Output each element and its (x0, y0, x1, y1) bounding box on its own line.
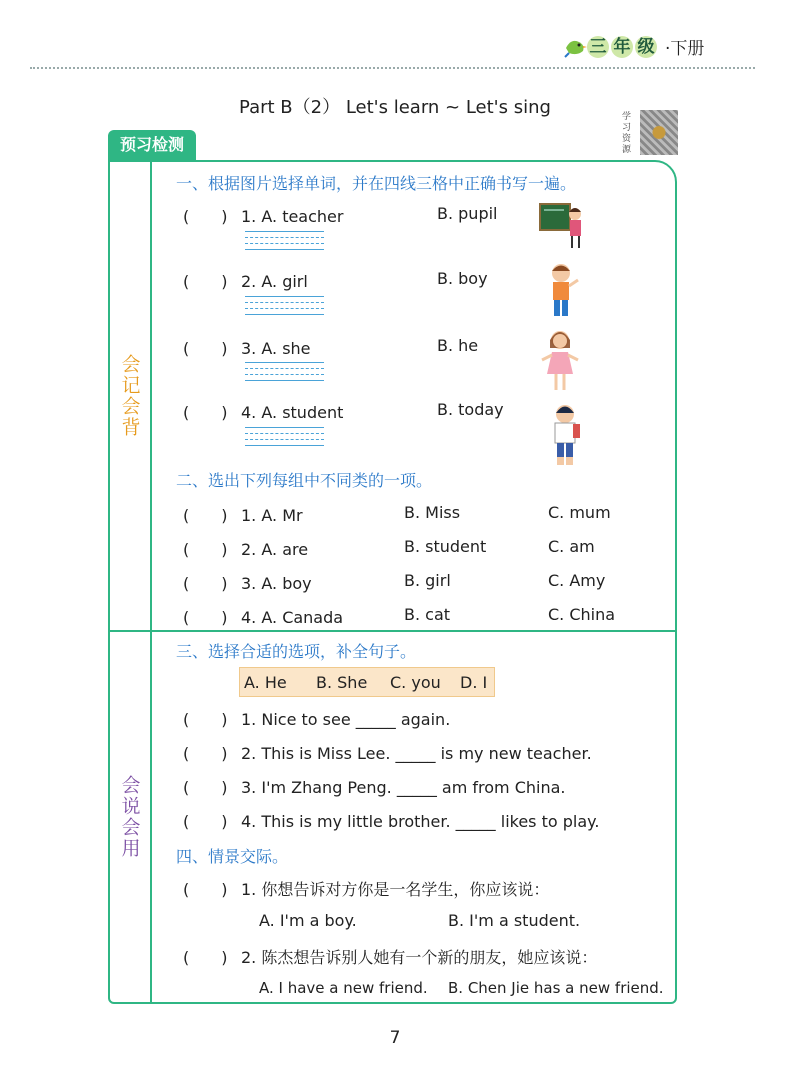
s4-item-2-b: B. Chen Jie has a new friend. (448, 979, 664, 997)
s2-item-2-c: C. am (548, 537, 595, 556)
answer-paren[interactable]: ( ) (183, 506, 228, 525)
s2-item-2 (183, 537, 308, 560)
answer-paren[interactable]: ( ) (183, 207, 228, 226)
grade-header (563, 34, 704, 59)
bird-icon (563, 36, 587, 58)
s2-item-4-a: 4. A. Canada (241, 608, 344, 627)
s2-item-3 (183, 571, 312, 594)
s4-item-2-q: 2. 陈杰想告诉别人她有一个新的朋友，她应该说： (241, 948, 598, 967)
s4-item-1-q: 1. 你想告诉对方你是一名学生，你应该说： (241, 880, 550, 899)
writing-grid[interactable] (245, 427, 324, 453)
section4-heading: 四、情景交际。 (176, 847, 289, 866)
option-a: A. He (244, 673, 287, 692)
header-divider (30, 67, 755, 69)
qr-label: 学习资源 (622, 112, 632, 155)
s1-item-2-b: B. boy (437, 269, 488, 288)
s3-item-3-text: 3. I'm Zhang Peng. _____ am from China. (241, 778, 566, 797)
s3-item-4-text: 4. This is my little brother. _____ likes to play. (241, 812, 600, 831)
s2-item-2-a: 2. A. are (241, 540, 309, 559)
writing-grid[interactable] (245, 296, 324, 322)
s1-item-3 (183, 336, 311, 359)
answer-paren[interactable]: ( ) (183, 608, 228, 627)
s3-item-1 (183, 707, 450, 730)
side-label-top (110, 162, 152, 630)
student-picture (548, 402, 584, 470)
side-label-bottom (110, 632, 152, 1002)
s4-item-2 (183, 945, 597, 968)
s1-item-4-a: 4. A. student (241, 403, 344, 422)
s2-item-1-a: 1. A. Mr (241, 506, 303, 525)
s2-item-2-b: B. student (404, 537, 487, 556)
s1-item-1 (183, 204, 343, 227)
s1-item-2-a: 2. A. girl (241, 272, 308, 291)
option-d: D. I (460, 673, 488, 692)
s4-item-1 (183, 877, 549, 900)
answer-paren[interactable]: ( ) (183, 574, 228, 593)
answer-paren[interactable]: ( ) (183, 880, 228, 899)
section2-heading: 二、选出下列每组中不同类的一项。 (176, 471, 433, 490)
option-c: C. you (390, 673, 441, 692)
s1-item-1-b: B. pupil (437, 204, 498, 223)
option-b: B. She (316, 673, 368, 692)
s3-item-2 (183, 741, 592, 764)
s2-item-1-b: B. Miss (404, 503, 461, 522)
s1-item-3-b: B. he (437, 336, 479, 355)
section1-heading: 一、根据图片选择单词，并在四线三格中正确书写一遍。 (176, 174, 577, 193)
s2-item-3-c: C. Amy (548, 571, 606, 590)
answer-paren[interactable]: ( ) (183, 272, 228, 291)
writing-grid[interactable] (245, 362, 324, 388)
answer-paren[interactable]: ( ) (183, 744, 228, 763)
page-number: 7 (389, 1028, 401, 1048)
s1-item-4-b: B. today (437, 400, 504, 419)
section-tab: 预习检测 (108, 130, 196, 160)
answer-paren[interactable]: ( ) (183, 778, 228, 797)
s3-item-2-text: 2. This is Miss Lee. _____ is my new teacher. (241, 744, 592, 763)
s2-item-3-b: B. girl (404, 571, 451, 590)
s1-item-4 (183, 400, 343, 423)
boy-picture (545, 262, 581, 320)
s1-item-3-a: 3. A. she (241, 339, 311, 358)
girl-picture (540, 328, 580, 394)
answer-paren[interactable]: ( ) (183, 710, 228, 729)
answer-paren[interactable]: ( ) (183, 948, 228, 967)
s4-item-1-a: A. I'm a boy. (259, 911, 357, 930)
grade-char: 年 (611, 36, 633, 58)
s2-item-4 (183, 605, 343, 628)
section-divider (110, 630, 677, 632)
answer-paren[interactable]: ( ) (183, 812, 228, 831)
s3-item-4 (183, 809, 599, 832)
s2-item-4-b: B. cat (404, 605, 451, 624)
s4-item-2-a: A. I have a new friend. (259, 979, 428, 997)
s2-item-3-a: 3. A. boy (241, 574, 312, 593)
qr-code[interactable] (640, 110, 678, 155)
page-title: Part B（2） Let's learn ~ Let's sing (239, 97, 551, 118)
s2-item-1-c: C. mum (548, 503, 611, 522)
s4-item-1-b: B. I'm a student. (448, 911, 581, 930)
teacher-picture (538, 200, 586, 252)
s2-item-4-c: C. China (548, 605, 616, 624)
volume-label: ·下册 (665, 39, 705, 59)
s3-item-3 (183, 775, 566, 798)
section3-heading: 三、选择合适的选项，补全句子。 (176, 642, 417, 661)
s2-item-1 (183, 503, 303, 526)
s1-item-1-a: 1. A. teacher (241, 207, 344, 226)
grade-char: 级 (635, 36, 657, 58)
writing-grid[interactable] (245, 231, 324, 257)
side-label-bottom-text: 会说会用 (118, 775, 141, 859)
s1-item-2 (183, 269, 308, 292)
answer-paren[interactable]: ( ) (183, 339, 228, 358)
grade-char: 三 (587, 36, 609, 58)
answer-paren[interactable]: ( ) (183, 403, 228, 422)
answer-paren[interactable]: ( ) (183, 540, 228, 559)
s3-item-1-text: 1. Nice to see _____ again. (241, 710, 451, 729)
side-label-top-text: 会记会背 (118, 354, 141, 438)
